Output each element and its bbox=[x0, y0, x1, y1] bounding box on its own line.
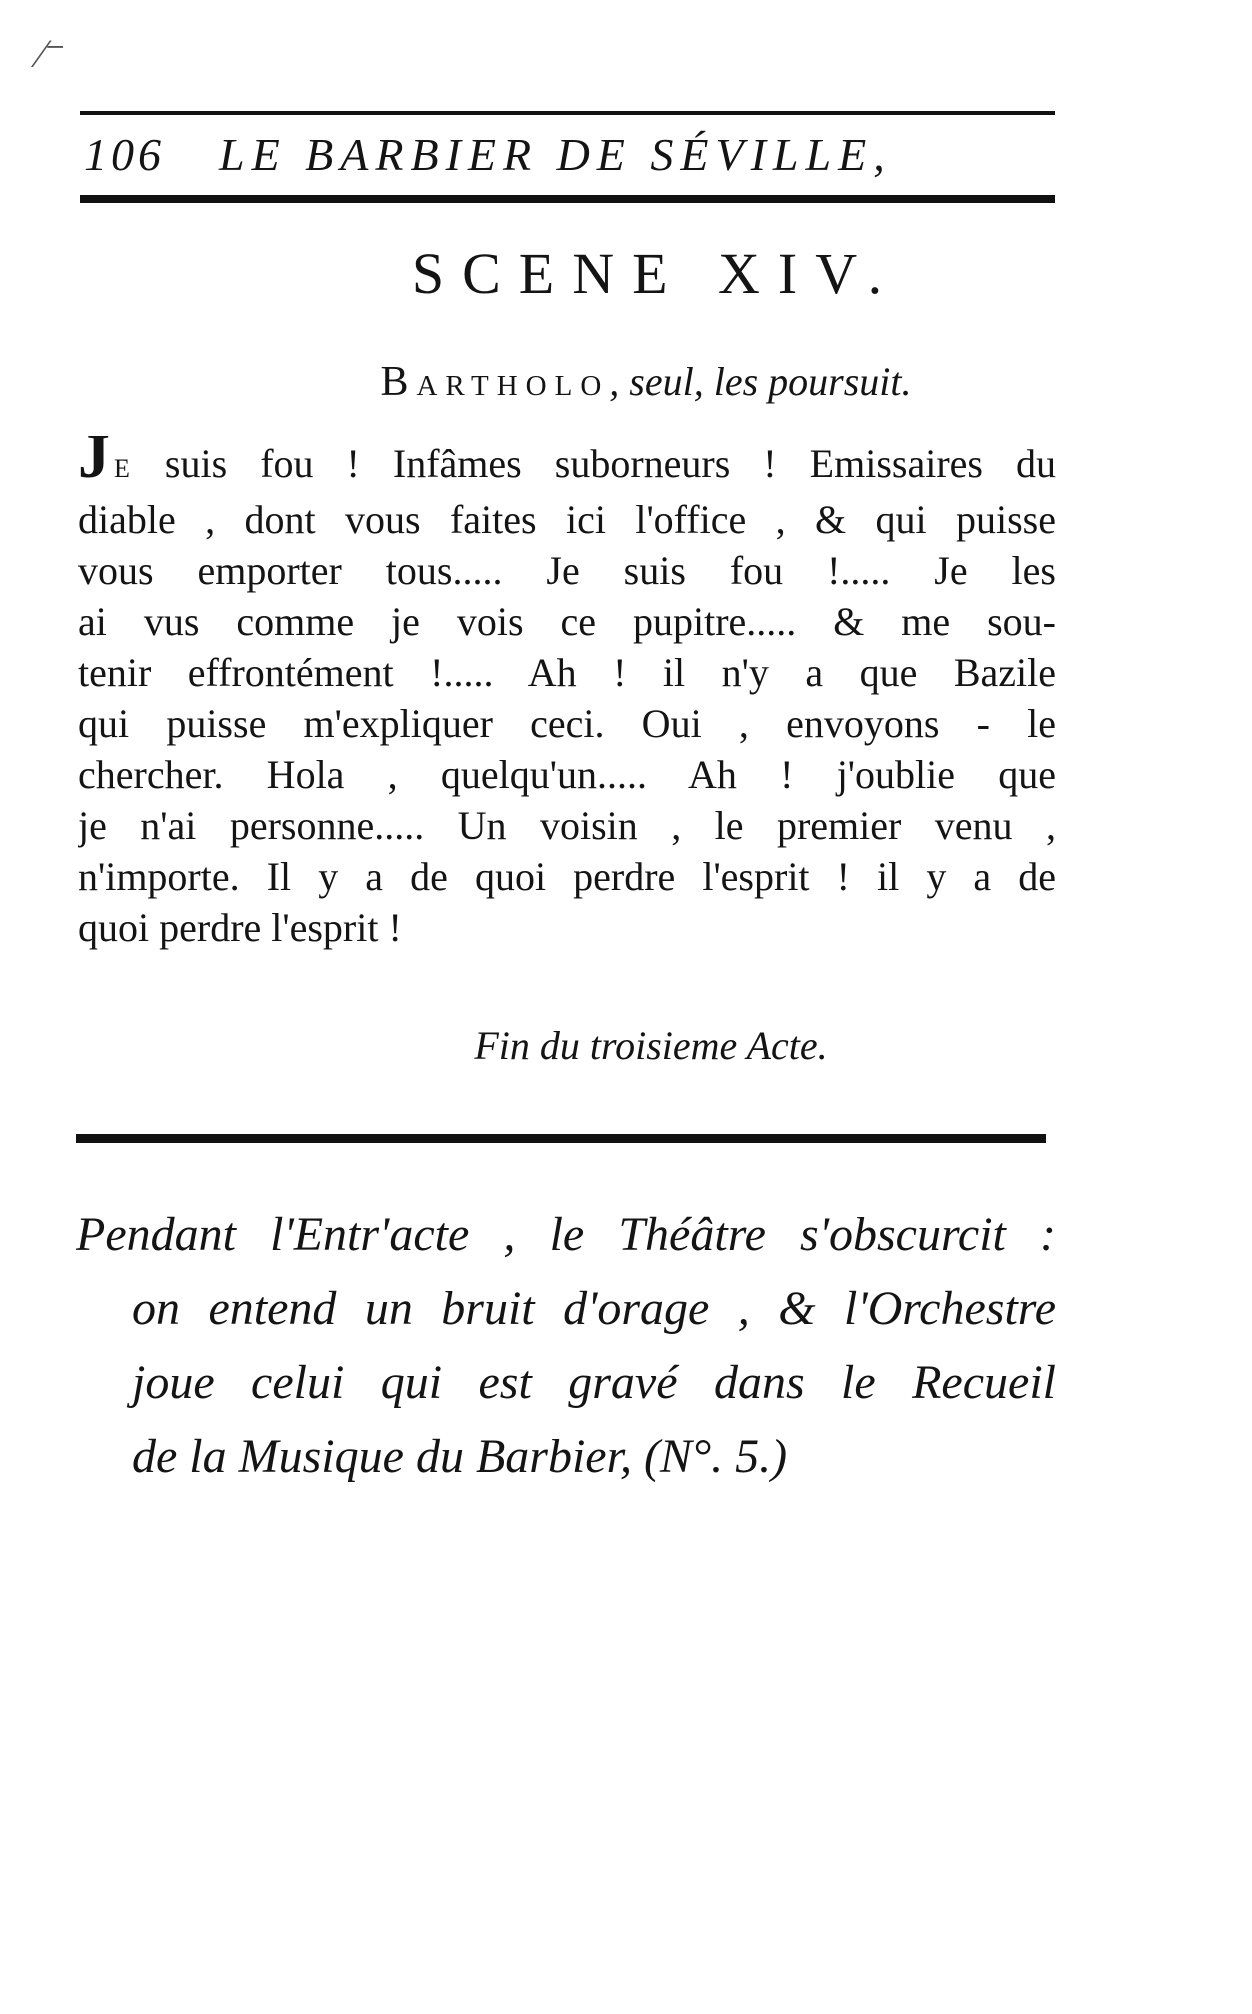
drop-capital: J bbox=[78, 436, 110, 491]
speech-line: tenir effrontément !..... Ah ! il n'y a que Bazile bbox=[78, 650, 1056, 695]
speech-line: qui puisse m'expliquer ceci. Oui , envoyons - le bbox=[78, 701, 1056, 746]
direction-text: , seul, les poursuit. bbox=[609, 359, 912, 404]
speech-line: chercher. Hola , quelqu'un..... Ah ! j'oublie que bbox=[78, 752, 1056, 797]
speech-line: vous emporter tous..... Je suis fou !..... Je les bbox=[78, 548, 1056, 593]
speaker-name: Bartholo bbox=[380, 359, 610, 405]
running-title: LE BARBIER DE SÉVILLE, bbox=[219, 129, 892, 180]
speech-line: quoi perdre l'esprit ! bbox=[78, 905, 402, 950]
header-rule-bottom bbox=[80, 195, 1055, 203]
entracte-line: Pendant l'Entr'acte , le Théâtre s'obscurcit : bbox=[76, 1208, 1056, 1261]
running-head bbox=[84, 118, 1054, 192]
speech-line: n'importe. Il y a de quoi perdre l'esprit ! il y a de bbox=[78, 854, 1056, 899]
header-rule-top bbox=[80, 111, 1055, 115]
speech-line: diable , dont vous faites ici l'office , & qui puisse bbox=[78, 497, 1056, 542]
speech-paragraph bbox=[78, 436, 1056, 953]
page-number: 106 bbox=[84, 129, 165, 180]
act-end-note: Fin du troisieme Acte. bbox=[474, 1023, 828, 1068]
entracte-note bbox=[76, 1198, 1056, 1494]
corner-pencil-mark: ⁄⁻ bbox=[38, 31, 66, 76]
stage-direction bbox=[0, 358, 1252, 406]
small-capital: E bbox=[114, 454, 132, 483]
section-divider bbox=[76, 1134, 1046, 1143]
entracte-line: joue celui qui est gravé dans le Recueil bbox=[132, 1356, 1056, 1409]
entracte-line: de la Musique du Barbier, (N°. 5.) bbox=[132, 1430, 788, 1483]
scene-title: SCENE XIV. bbox=[411, 241, 901, 306]
speech-line: ai vus comme je vois ce pupitre..... & me sou- bbox=[78, 599, 1056, 644]
entracte-line: on entend un bruit d'orage , & l'Orchestre bbox=[132, 1282, 1056, 1335]
speech-line: J E suis fou ! Infâmes suborneurs ! Emissaires du bbox=[78, 436, 1056, 494]
speech-line: je n'ai personne..... Un voisin , le premier venu , bbox=[78, 803, 1056, 848]
